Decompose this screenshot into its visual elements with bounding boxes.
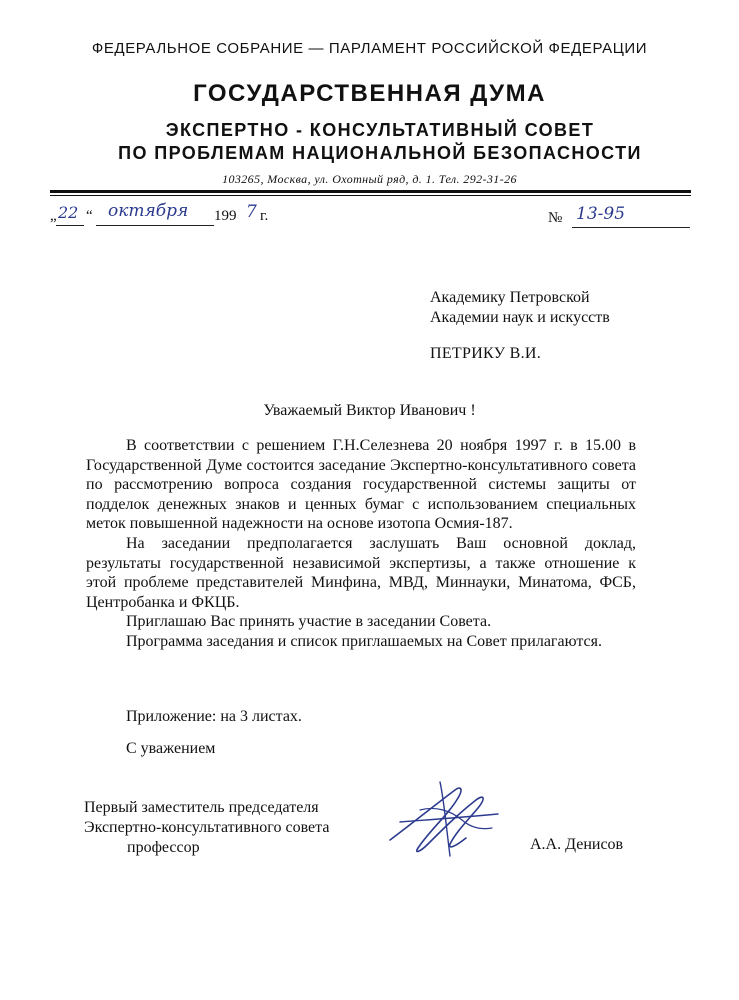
signatory-title-line3: профессор (127, 839, 200, 856)
document-number-underline (572, 227, 690, 228)
letterhead-rule-thin (50, 195, 691, 196)
date-open-quote: „ (50, 208, 57, 224)
date-day: 22 (58, 203, 79, 222)
signatory-name: А.А. Денисов (530, 836, 624, 853)
signatory-title (84, 798, 329, 858)
letterhead-organization: ФЕДЕРАЛЬНОЕ СОБРАНИЕ — ПАРЛАМЕНТ РОССИЙСКОЙ ФЕДЕРАЦИИ (91, 40, 648, 57)
greeting: Уважаемый Виктор Иванович ! (263, 402, 476, 419)
letterhead-rule-thick (50, 190, 691, 193)
body-paragraph-1: В соответствии с решением Г.Н.Селезнева 20 ноября 1997 г. в 15.00 в Государственной Думе состоится заседание Экспертно-консультативного совета по рассмотрению вопроса создания государственной системы защиты от подделок денежных знаков и ценных бумаг с использованием специальных меток повышенной надежности на основе изотопа Осмия-187. (86, 437, 636, 533)
body-paragraph-3: Приглашаю Вас принять участие в заседании Совета. (126, 613, 492, 631)
letterhead-address: 103265, Москва, ул. Охотный ряд, д. 1. Тел. 292-31-26 (222, 172, 517, 186)
recipient-name: ПЕТРИКУ В.И. (430, 345, 542, 362)
letterhead-title: ГОСУДАРСТВЕННАЯ ДУМА (193, 80, 546, 107)
attachment-note: Приложение: на 3 листах. (126, 708, 302, 725)
letter-body (86, 436, 636, 652)
recipient-block (430, 288, 610, 327)
document-number-label: № (548, 210, 563, 226)
handwritten-signature (380, 770, 510, 860)
date-year-digit: 7 (246, 202, 257, 222)
letterhead-council-line2: ПО ПРОБЛЕМАМ НАЦИОНАЛЬНОЙ БЕЗОПАСНОСТИ (118, 143, 642, 163)
recipient-line2: Академии наук и искусств (430, 308, 610, 326)
letterhead-council-line1: ЭКСПЕРТНО - КОНСУЛЬТАТИВНЫЙ СОВЕТ (165, 120, 595, 140)
body-paragraph-2: На заседании предполагается заслушать Ваш основной доклад, результаты государственной независимой экспертизы, а также отношение к этой проблеме представителей Минфина, МВД, Миннауки, Минатома, ФСБ, Центробанка и ФКЦБ. (86, 534, 636, 611)
recipient-line1: Академику Петровской (430, 289, 590, 306)
date-month: октября (108, 201, 189, 221)
closing: С уважением (126, 740, 216, 757)
date-month-underline (96, 225, 214, 226)
date-year-prefix: 199 (214, 208, 237, 224)
signatory-title-line2: Экспертно-консультативного совета (84, 819, 330, 836)
date-year-suffix: г. (260, 208, 269, 224)
signatory-title-line1: Первый заместитель председателя (84, 799, 319, 816)
body-paragraph-4: Программа заседания и список приглашаемых на Совет прилагаются. (126, 632, 602, 650)
date-day-underline (56, 225, 84, 226)
document-number-value: 13-95 (576, 204, 626, 224)
date-close-quote: “ (86, 208, 93, 224)
